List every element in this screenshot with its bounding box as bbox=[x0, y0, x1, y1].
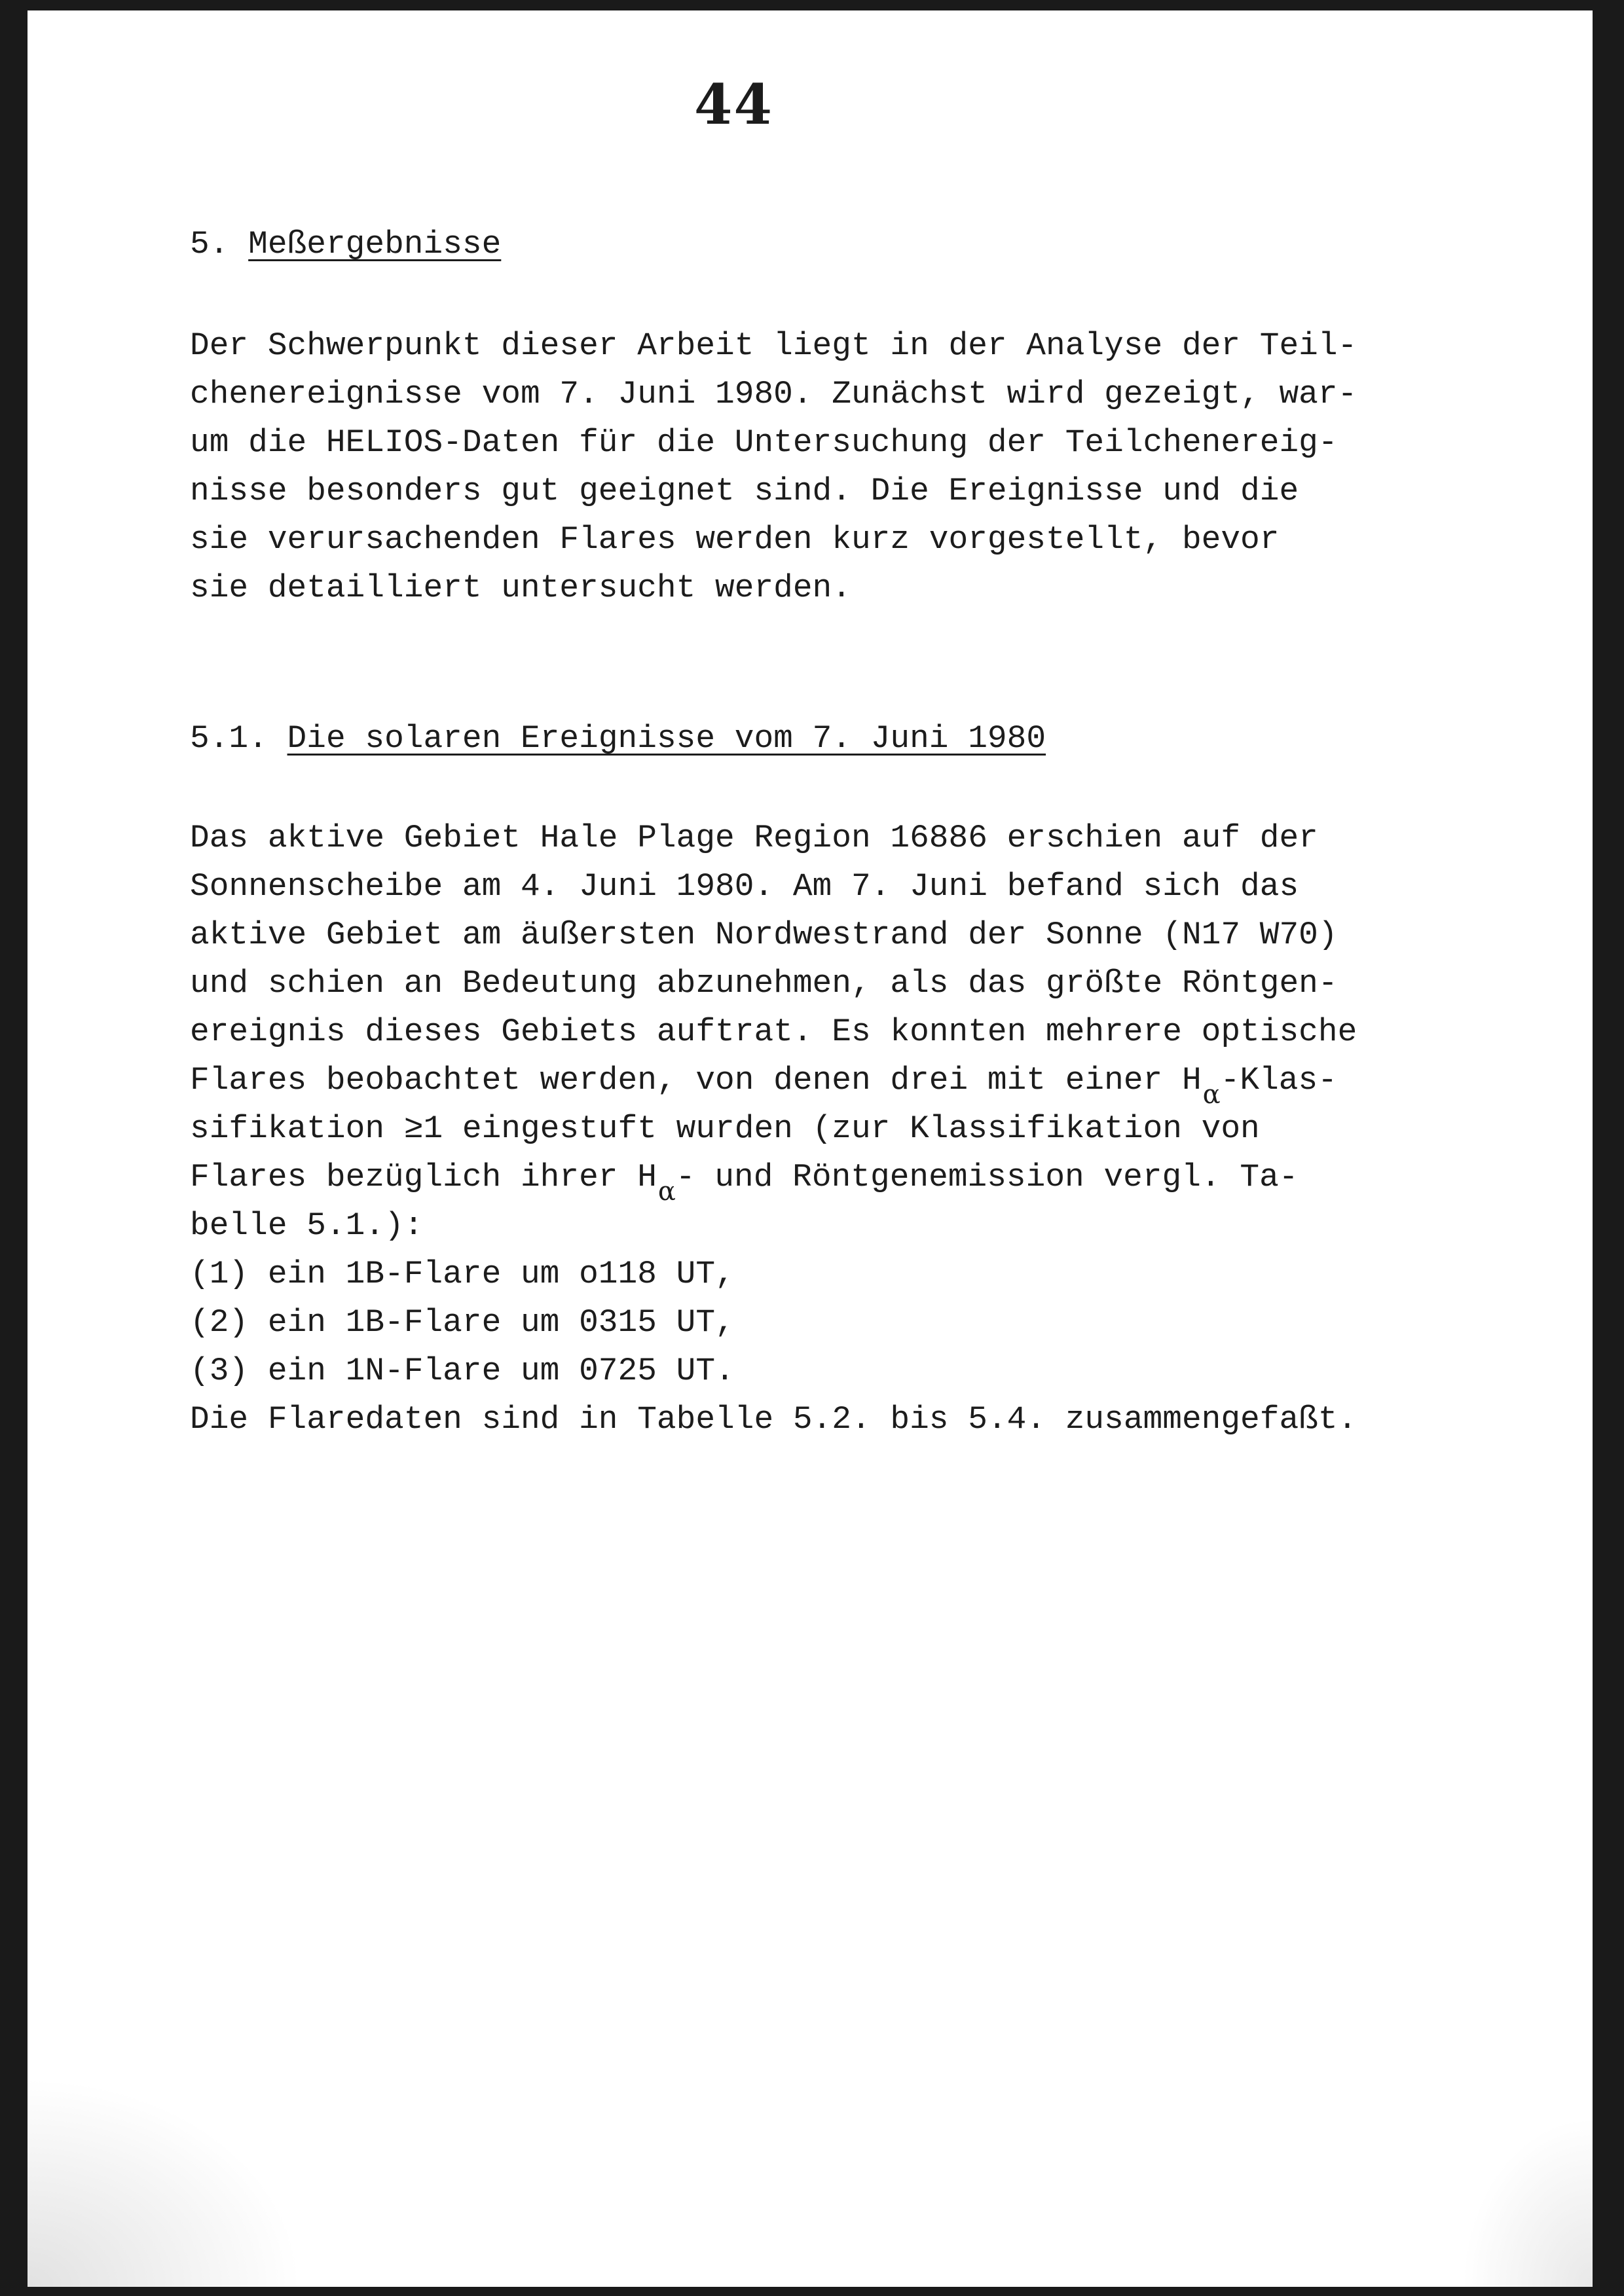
subsection-number: 5.1. bbox=[190, 720, 268, 757]
paragraph-line: um die HELIOS-Daten für die Untersuchung der Teilchenereig- bbox=[190, 424, 1338, 461]
text-span: Flares beobachtet werden, von denen drei mit einer H bbox=[190, 1062, 1202, 1099]
text-span: Flares bezüglich ihrer H bbox=[190, 1159, 657, 1195]
paragraph-line bbox=[190, 1062, 1337, 1110]
subsection-heading bbox=[190, 720, 1046, 757]
page-number: 44 bbox=[694, 72, 773, 137]
alpha-subscript: α bbox=[657, 1176, 676, 1207]
paragraph-line: chenereignisse vom 7. Juni 1980. Zunächst wird gezeigt, war- bbox=[190, 376, 1357, 412]
scan-noise bbox=[28, 2077, 303, 2287]
paragraph-line: sie verursachenden Flares werden kurz vorgestellt, bevor bbox=[190, 521, 1280, 558]
paragraph-line: ereignis dieses Gebiets auftrat. Es konnten mehrere optische bbox=[190, 1013, 1357, 1050]
paragraph-line: Das aktive Gebiet Hale Plage Region 16886 erschien auf der bbox=[190, 820, 1318, 856]
paragraph-line: und schien an Bedeutung abzunehmen, als das größte Röntgen- bbox=[190, 965, 1338, 1002]
text-span: - und Röntgenemission vergl. Ta- bbox=[675, 1159, 1299, 1195]
paragraph-line: Die Flaredaten sind in Tabelle 5.2. bis 5.4. zusammengefaßt. bbox=[190, 1401, 1357, 1438]
list-item: (2) ein 1B-Flare um 0315 UT, bbox=[190, 1304, 735, 1341]
alpha-subscript: α bbox=[1202, 1080, 1221, 1110]
scan-noise bbox=[1462, 2117, 1593, 2287]
paragraph-line: Der Schwerpunkt dieser Arbeit liegt in der Analyse der Teil- bbox=[190, 327, 1357, 364]
paragraph-line: belle 5.1.): bbox=[190, 1207, 424, 1244]
list-item: (3) ein 1N-Flare um 0725 UT. bbox=[190, 1353, 735, 1389]
section-heading bbox=[190, 226, 501, 263]
paragraph-line: aktive Gebiet am äußersten Nordwestrand der Sonne (N17 W70) bbox=[190, 917, 1338, 953]
paragraph-line: nisse besonders gut geeignet sind. Die Ereignisse und die bbox=[190, 473, 1299, 509]
paragraph-line: sifikation ≥1 eingestuft wurden (zur Klassifikation von bbox=[190, 1110, 1260, 1147]
section-title: Meßergebnisse bbox=[248, 226, 502, 263]
text-span: -Klas- bbox=[1220, 1062, 1337, 1099]
paragraph-line: sie detailliert untersucht werden. bbox=[190, 570, 851, 606]
paragraph-line: Sonnenscheibe am 4. Juni 1980. Am 7. Juni befand sich das bbox=[190, 868, 1299, 905]
list-item: (1) ein 1B-Flare um o118 UT, bbox=[190, 1256, 735, 1292]
subsection-title: Die solaren Ereignisse vom 7. Juni 1980 bbox=[287, 720, 1046, 757]
paragraph-line bbox=[190, 1159, 1299, 1207]
section-number: 5. bbox=[190, 226, 229, 263]
